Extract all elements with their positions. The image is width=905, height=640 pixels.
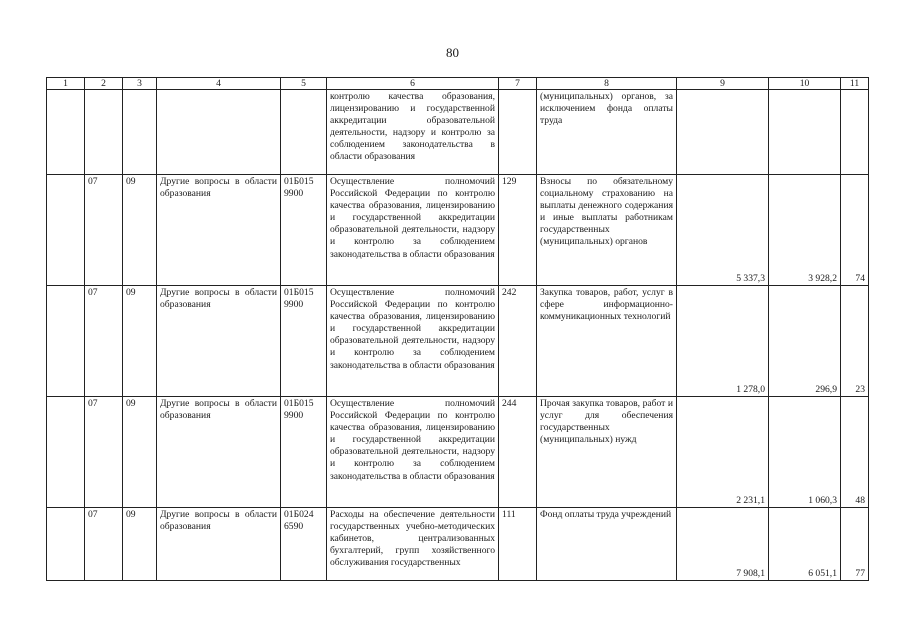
cell-subsection-name: Другие вопросы в области образования — [157, 397, 281, 508]
cell-col10: 6 051,1 — [769, 508, 841, 581]
cell-col1 — [47, 286, 85, 397]
cell-subsection — [123, 90, 157, 175]
table-row — [47, 397, 869, 508]
cell-col9: 2 231,1 — [677, 397, 769, 508]
column-header: 1 — [47, 78, 85, 90]
cell-expense-name: Взносы по обязательному социальному страхованию на выплаты денежного содержания и иные выплаты работникам государственных (муниципальных) органов — [537, 175, 677, 286]
cell-col9: 1 278,0 — [677, 286, 769, 397]
cell-col9: 5 337,3 — [677, 175, 769, 286]
cell-target-name: контролю качества образования, лицензированию и государственной аккредитации образовательной деятельности, надзору и контролю за соблюдением законодательства в области образования — [327, 90, 499, 175]
cell-expense-name: Закупка товаров, работ, услуг в сфере информационно-коммуникационных технологий — [537, 286, 677, 397]
cell-expense-type — [499, 90, 537, 175]
cell-section — [85, 90, 123, 175]
cell-expense-name: Фонд оплаты труда учреждений — [537, 508, 677, 581]
cell-subsection-name — [157, 90, 281, 175]
cell-section: 07 — [85, 508, 123, 581]
cell-target-name: Осуществление полномочий Российской Федерации по контролю качества образования, лицензированию и государственной аккредитации образовательной деятельности, надзору и контролю за соблюдением законодательства в области образования — [327, 397, 499, 508]
cell-expense-type: 129 — [499, 175, 537, 286]
cell-target-name: Осуществление полномочий Российской Федерации по контролю качества образования, лицензированию и государственной аккредитации образовательной деятельности, надзору и контролю за соблюдением законодательства в области образования — [327, 286, 499, 397]
cell-section: 07 — [85, 286, 123, 397]
column-header: 8 — [537, 78, 677, 90]
cell-col11: 48 — [841, 397, 869, 508]
cell-target-name: Осуществление полномочий Российской Федерации по контролю качества образования, лицензированию и государственной аккредитации образовательной деятельности, надзору и контролю за соблюдением законодательства в области образования — [327, 175, 499, 286]
table-row — [47, 90, 869, 175]
cell-target-code: 01Б015 9900 — [281, 175, 327, 286]
cell-col10: 1 060,3 — [769, 397, 841, 508]
cell-target-code: 01Б024 6590 — [281, 508, 327, 581]
table-row — [47, 175, 869, 286]
cell-col11: 77 — [841, 508, 869, 581]
cell-col11 — [841, 90, 869, 175]
column-header: 11 — [841, 78, 869, 90]
cell-col9: 7 908,1 — [677, 508, 769, 581]
column-header: 7 — [499, 78, 537, 90]
table-header-row — [47, 78, 869, 90]
cell-section: 07 — [85, 397, 123, 508]
cell-expense-name: Прочая закупка товаров, работ и услуг для обеспечения государственных (муниципальных) нужд — [537, 397, 677, 508]
column-header: 9 — [677, 78, 769, 90]
cell-target-code — [281, 90, 327, 175]
cell-col1 — [47, 90, 85, 175]
cell-col11: 74 — [841, 175, 869, 286]
table-row — [47, 286, 869, 397]
column-header: 10 — [769, 78, 841, 90]
cell-col1 — [47, 175, 85, 286]
cell-col9 — [677, 90, 769, 175]
table-row — [47, 508, 869, 581]
column-header: 2 — [85, 78, 123, 90]
cell-expense-type: 111 — [499, 508, 537, 581]
cell-col1 — [47, 508, 85, 581]
cell-col11: 23 — [841, 286, 869, 397]
column-header: 4 — [157, 78, 281, 90]
cell-subsection: 09 — [123, 175, 157, 286]
column-header: 3 — [123, 78, 157, 90]
column-header: 5 — [281, 78, 327, 90]
cell-col10: 3 928,2 — [769, 175, 841, 286]
budget-table — [46, 77, 869, 581]
cell-expense-name: (муниципальных) органов, за исключением фонда оплаты труда — [537, 90, 677, 175]
column-header: 6 — [327, 78, 499, 90]
cell-section: 07 — [85, 175, 123, 286]
cell-target-code: 01Б015 9900 — [281, 286, 327, 397]
cell-subsection-name: Другие вопросы в области образования — [157, 175, 281, 286]
cell-subsection-name: Другие вопросы в области образования — [157, 286, 281, 397]
cell-col1 — [47, 397, 85, 508]
cell-subsection: 09 — [123, 286, 157, 397]
page-number: 80 — [446, 45, 459, 60]
cell-col10: 296,9 — [769, 286, 841, 397]
cell-subsection: 09 — [123, 508, 157, 581]
cell-expense-type: 244 — [499, 397, 537, 508]
cell-expense-type: 242 — [499, 286, 537, 397]
cell-col10 — [769, 90, 841, 175]
cell-target-code: 01Б015 9900 — [281, 397, 327, 508]
cell-subsection-name: Другие вопросы в области образования — [157, 508, 281, 581]
cell-subsection: 09 — [123, 397, 157, 508]
cell-target-name: Расходы на обеспечение деятельности государственных учебно-методических кабинетов, централизованных бухгалтерий, групп хозяйственного обслуживания государственных — [327, 508, 499, 581]
